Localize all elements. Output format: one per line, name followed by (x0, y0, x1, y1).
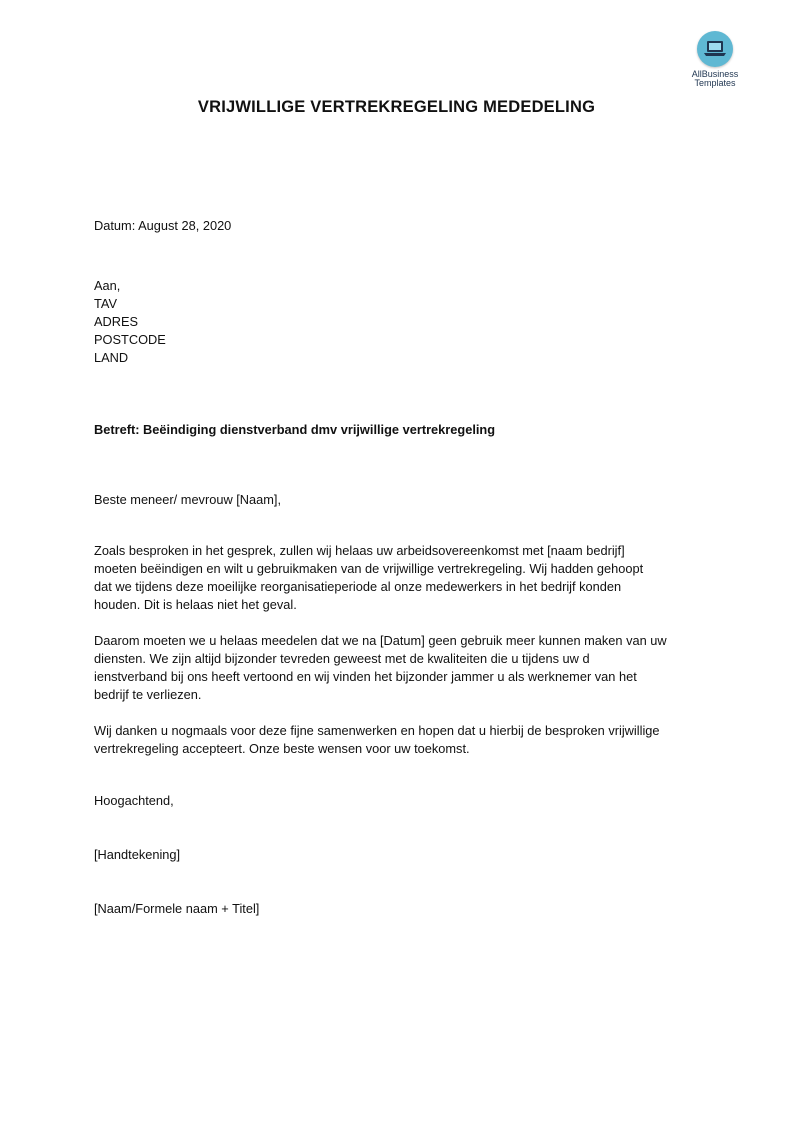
laptop-icon (697, 31, 733, 67)
paragraph1-line2: moeten beëindigen en wilt u gebruikmaken van de vrijwillige vertrekregeling. Wij hadden gehoopt (94, 561, 644, 576)
date-line: Datum: August 28, 2020 (94, 218, 232, 233)
address-line-adres: ADRES (94, 314, 139, 329)
paragraph2-line3: ienstverband bij ons heeft vertoond en wij vinden het bijzonder jammer u als werknemer van het (94, 669, 637, 684)
address-line-tav: TAV (94, 296, 117, 311)
signature-placeholder: [Handtekening] (94, 847, 181, 862)
address-line-aan: Aan, (94, 278, 121, 293)
paragraph2-line2: diensten. We zijn altijd bijzonder tevreden geweest met de kwaliteiten die u tijdens uw d (94, 651, 590, 666)
paragraph2-line1: Daarom moeten we u helaas meedelen dat we na [Datum] geen gebruik meer kunnen maken van uw (94, 633, 667, 648)
document-title: VRIJWILLIGE VERTREKREGELING MEDEDELING (197, 98, 596, 116)
allbusiness-templates-logo (684, 31, 746, 88)
paragraph3-line1: Wij danken u nogmaals voor deze fijne samenwerken en hopen dat u hierbij de besproken vrijwillige (94, 723, 660, 738)
address-line-postcode: POSTCODE (94, 332, 166, 347)
paragraph1-line3: dat we tijdens deze moeilijke reorganisatieperiode al onze medewerkers in het bedrijf konden (94, 579, 622, 594)
paragraph3-line2: vertrekregeling accepteert. Onze beste wensen voor uw toekomst. (94, 741, 470, 756)
address-line-land: LAND (94, 350, 129, 365)
logo-text-line1: AllBusiness (691, 69, 739, 79)
logo-text-line2: Templates (694, 78, 736, 88)
paragraph1-line1: Zoals besproken in het gesprek, zullen wij helaas uw arbeidsovereenkomst met [naam bedrijf] (94, 543, 625, 558)
paragraph1-line4: houden. Dit is helaas niet het geval. (94, 597, 297, 612)
salutation: Beste meneer/ mevrouw [Naam], (94, 492, 282, 507)
name-title-placeholder: [Naam/Formele naam + Titel] (94, 901, 260, 916)
subject-line: Betreft: Beëindiging dienstverband dmv vrijwillige vertrekregeling (94, 422, 496, 437)
paragraph2-line4: bedrijf te verliezen. (94, 687, 202, 702)
closing: Hoogachtend, (94, 793, 174, 808)
